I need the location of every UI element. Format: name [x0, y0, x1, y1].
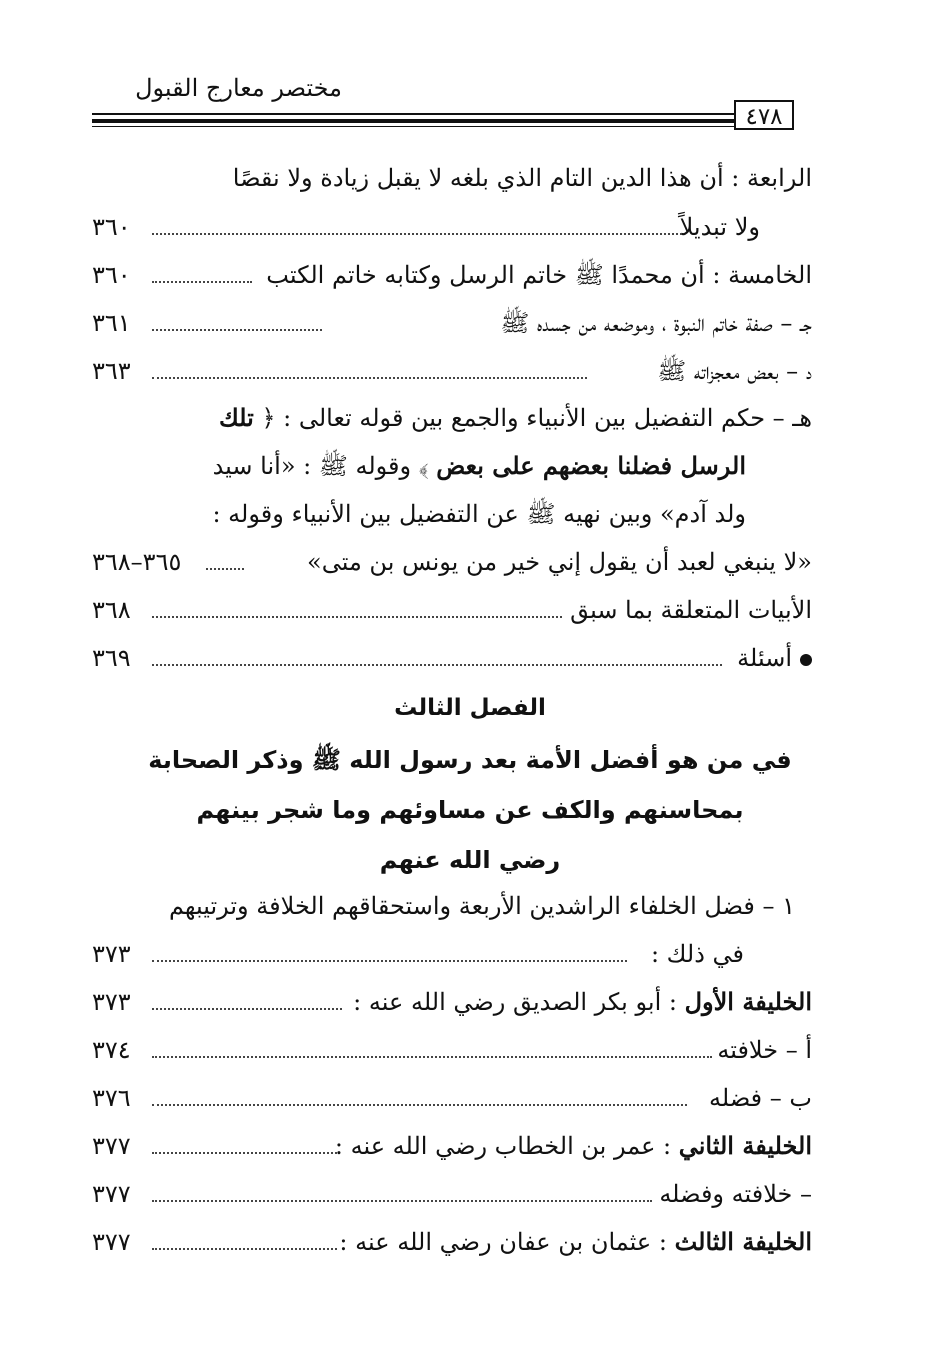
toc-entry	[84, 207, 812, 247]
questions-label: أسئلة	[737, 644, 792, 672]
toc-entry	[84, 1078, 812, 1118]
toc-entry	[84, 638, 812, 678]
toc-page-number: ٣٦٥–٣٦٨	[92, 548, 182, 576]
toc-entry-text	[339, 1222, 812, 1262]
quran-quote: الرسل فضلنا بعضهم على بعض	[436, 451, 746, 480]
toc-page-number: ٣٦٠	[92, 213, 131, 241]
dot-leader	[152, 960, 627, 962]
toc-page-number: ٣٦٠	[92, 261, 131, 289]
toc-page-number: ٣٦٣	[92, 357, 131, 385]
caliph-label: الخليفة الثالث	[674, 1227, 812, 1256]
toc-page-number: ٣٧٣	[92, 940, 131, 968]
toc-entry-text: ب – فضله	[709, 1084, 812, 1112]
toc-entry	[84, 351, 812, 391]
toc-entry-text	[335, 1126, 812, 1166]
chapter-subtitle-line: في من هو أفضل الأمة بعد رسول الله ﷺ وذكر الصحابة	[148, 746, 792, 774]
toc-entry-text: ١ – فضل الخلفاء الراشدين الأربعة واستحقاقهم الخلافة وترتيبهم	[168, 892, 795, 920]
toc-page-number: ٣٧٤	[92, 1036, 131, 1064]
toc-entry-text: في ذلك :	[650, 940, 744, 968]
toc-entry	[84, 303, 812, 343]
toc-entry	[84, 934, 812, 974]
toc-entry	[84, 255, 812, 295]
dot-leader	[152, 233, 682, 235]
toc-entry-text: جـ – صفة خاتم النبوة ، وموضعه من جسده ﷺ	[500, 309, 812, 337]
toc-page-number: ٣٧٧	[92, 1180, 131, 1208]
page-number-box: ٤٧٨	[734, 100, 794, 130]
toc-entry	[84, 982, 812, 1022]
toc-page-number: ٣٦١	[92, 309, 131, 337]
toc-entry	[84, 542, 812, 582]
toc-page-number: ٣٧٧	[92, 1132, 131, 1160]
header-rule	[92, 119, 734, 123]
dot-leader	[206, 568, 244, 570]
toc-page-number: ٣٧٣	[92, 988, 131, 1016]
dot-leader	[152, 1152, 337, 1154]
dot-leader	[152, 329, 322, 331]
toc-entry-text: د – بعض معجزاته ﷺ	[657, 357, 812, 385]
toc-entry-text: ولد آدم» وبين نهيه ﷺ عن التفضيل بين الأنبياء وقوله :	[212, 500, 746, 528]
toc-entry-text: الأبيات المتعلقة بما سبق	[570, 596, 812, 624]
dot-leader	[152, 1008, 342, 1010]
toc-page-number: ٣٦٩	[92, 644, 131, 672]
dot-leader	[152, 1248, 337, 1250]
toc-entry	[84, 1030, 812, 1070]
dot-leader	[152, 664, 722, 666]
running-header-title: مختصر معارج القبول	[135, 74, 342, 102]
chapter-title: الفصل الثالث	[394, 695, 546, 721]
toc-page-number: ٣٧٦	[92, 1084, 131, 1112]
dot-leader	[152, 281, 252, 283]
toc-entry	[84, 1174, 812, 1214]
dot-leader	[152, 616, 562, 618]
toc-entry-text	[737, 638, 812, 678]
toc-entry-text: الرابعة : أن هذا الدين التام الذي بلغه لا يقبل زيادة ولا نقصًا	[232, 164, 812, 192]
caliph-name: : أبو بكر الصديق رضي الله عنه :	[353, 988, 677, 1016]
header-rule	[92, 126, 734, 127]
dot-leader	[152, 377, 587, 379]
caliph-name: : عثمان بن عفان رضي الله عنه :	[339, 1228, 667, 1256]
dot-leader	[152, 1104, 687, 1106]
toc-entry-text: ولا تبديلاً	[679, 213, 760, 241]
caliph-label: الخليفة الأول	[684, 987, 812, 1016]
toc-entry	[84, 590, 812, 630]
ruling-line2-text: ﴾ وقوله ﷺ : «أنا سيد	[212, 452, 429, 480]
caliph-name: : عمر بن الخطاب رضي الله عنه :	[334, 1132, 672, 1160]
toc-entry-text: «لا ينبغي لعبد أن يقول إني خير من يونس بن متى»	[307, 548, 812, 576]
dot-leader	[152, 1056, 712, 1058]
toc-entry-text	[353, 982, 812, 1022]
toc-entry-text: الخامسة : أن محمدًا ﷺ خاتم الرسل وكتابه خاتم الكتب	[266, 261, 812, 289]
toc-entry	[84, 1126, 812, 1166]
toc-page-number: ٣٧٧	[92, 1228, 131, 1256]
caliph-label: الخليفة الثاني	[678, 1131, 812, 1160]
chapter-subtitle-line: رضي الله عنهم	[379, 846, 561, 874]
toc-entry-text	[219, 398, 812, 438]
toc-entry-text	[213, 446, 746, 486]
dot-leader	[152, 1200, 652, 1202]
toc-entry-text: أ – خلافته	[717, 1036, 812, 1064]
toc-page-number: ٣٦٨	[92, 596, 131, 624]
ruling-line1-text: هـ – حكم التفضيل بين الأنبياء والجمع بين قوله تعالى : ﴿	[261, 404, 812, 432]
bullet-icon	[800, 654, 812, 666]
toc-entry	[84, 1222, 812, 1262]
quran-quote: تلك	[218, 403, 254, 432]
toc-entry-text: – خلافته وفضله	[659, 1180, 812, 1208]
header-rule	[92, 113, 734, 115]
chapter-subtitle-line: بمحاسنهم والكف عن مساوئهم وما شجر بينهم	[196, 796, 744, 824]
